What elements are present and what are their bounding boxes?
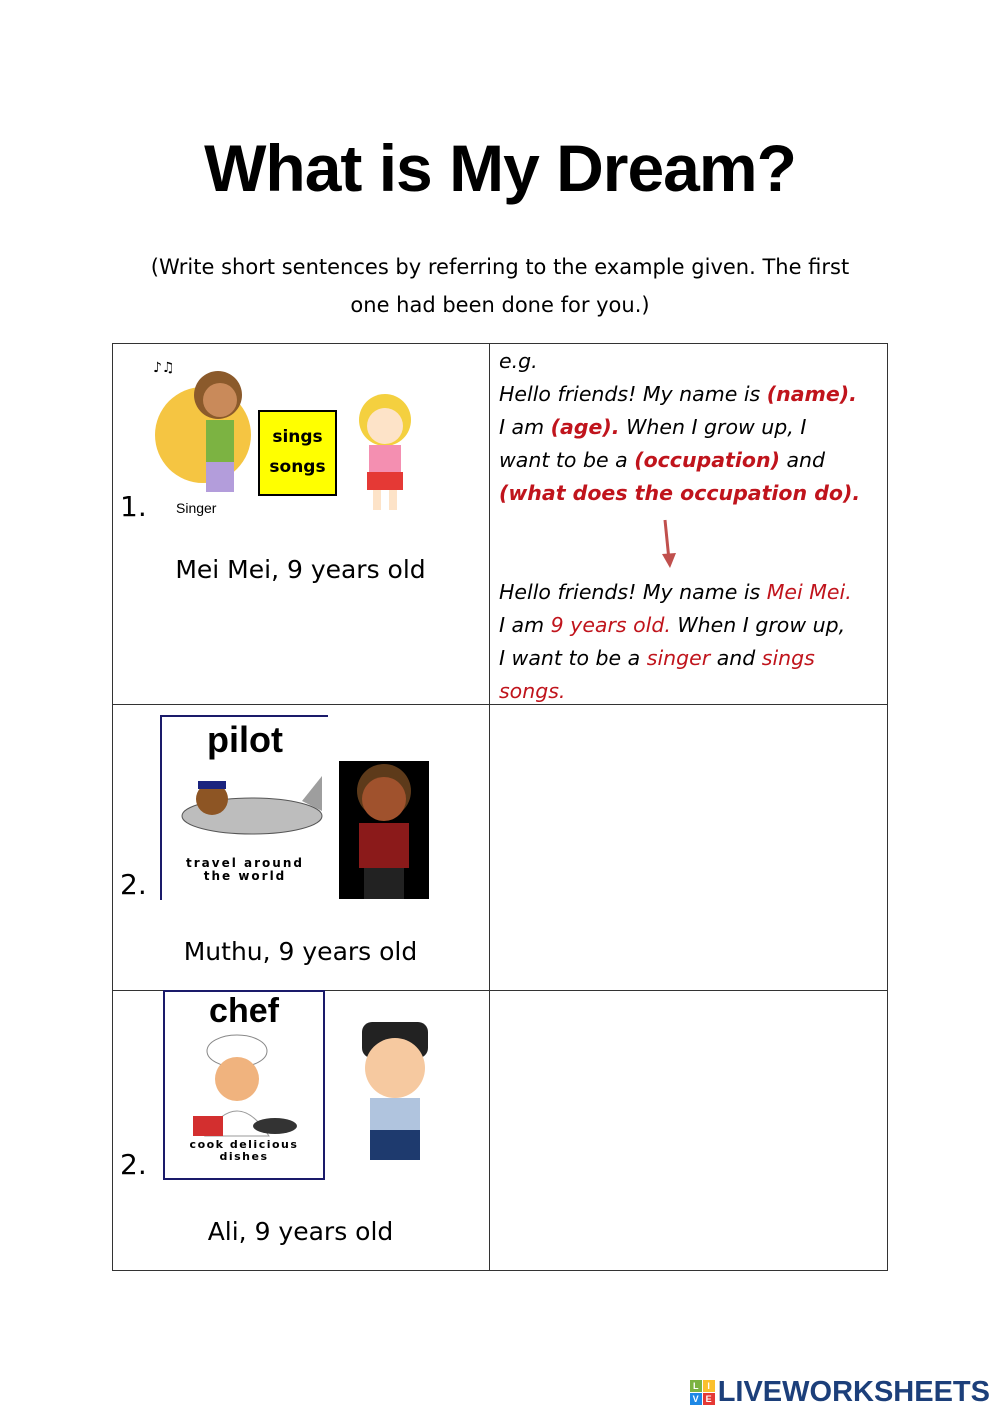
card-subtitle: the world [203,869,287,883]
row-number: 2. [120,1148,147,1181]
placeholder-name: (name). [766,382,857,406]
singer-label: Singer [176,500,217,516]
answer-activity: songs. [499,679,566,703]
text: When I grow up, [670,613,846,637]
student-caption: Ali, 9 years old [207,1217,394,1246]
text: and [779,448,826,472]
column-divider [489,343,490,1271]
card-subtitle: cook delicious [189,1138,299,1151]
student-caption: Mei Mei, 9 years old [175,555,426,584]
card-subtitle: dishes [219,1150,269,1163]
airplane-icon [162,761,327,861]
pilot-card [160,715,328,900]
singer-image [148,350,268,520]
logo-letter: E [703,1393,715,1405]
text: I am [499,613,551,637]
answer-activity: sings [761,646,815,670]
text: I want to be a [499,646,647,670]
sign-line: songs [269,457,326,477]
answer-name: Mei Mei. [766,580,852,604]
chef-card [163,990,325,1180]
sign-line: sings [272,427,323,447]
text: and [710,646,762,670]
liveworksheets-logo [690,1376,990,1409]
card-title: chef [209,992,279,1030]
text: want to be a [499,448,635,472]
placeholder-activity: (what does the occupation do). [499,481,861,505]
eg-label: e.g. [499,349,538,373]
placeholder-occupation: (occupation) [634,448,780,472]
student-caption: Muthu, 9 years old [183,937,418,966]
answer-age: 9 years old. [550,613,671,637]
answer-occupation: singer [646,646,711,670]
text: Hello friends! My name is [499,382,767,406]
sings-songs-sign [258,410,337,496]
instructions-line-1: (Write short sentences by referring to the example given. The first [150,255,850,279]
brand-name: LIVEWORKSHEETS [717,1376,990,1408]
logo-icon [690,1380,715,1405]
card-subtitle: travel around [186,856,304,870]
text: I am [499,415,551,439]
placeholder-age: (age). [550,415,620,439]
logo-letter: I [703,1380,715,1392]
boy-image [340,1020,450,1175]
instructions-line-2: one had been done for you.) [350,293,650,317]
text: Hello friends! My name is [499,580,767,604]
boy-image [339,761,429,899]
page-title: What is My Dream? [204,131,796,205]
logo-letter: V [690,1393,702,1405]
chef-icon [165,1031,323,1141]
logo-letter: L [690,1380,702,1392]
example-text [499,345,884,708]
svg-text:♪♫: ♪♫ [153,360,175,376]
arrow-down-icon [499,510,884,576]
girl-image [345,390,425,520]
row-number: 1. [120,490,147,523]
card-title: pilot [207,719,283,760]
row-number: 2. [120,868,147,901]
text: When I grow up, I [619,415,807,439]
